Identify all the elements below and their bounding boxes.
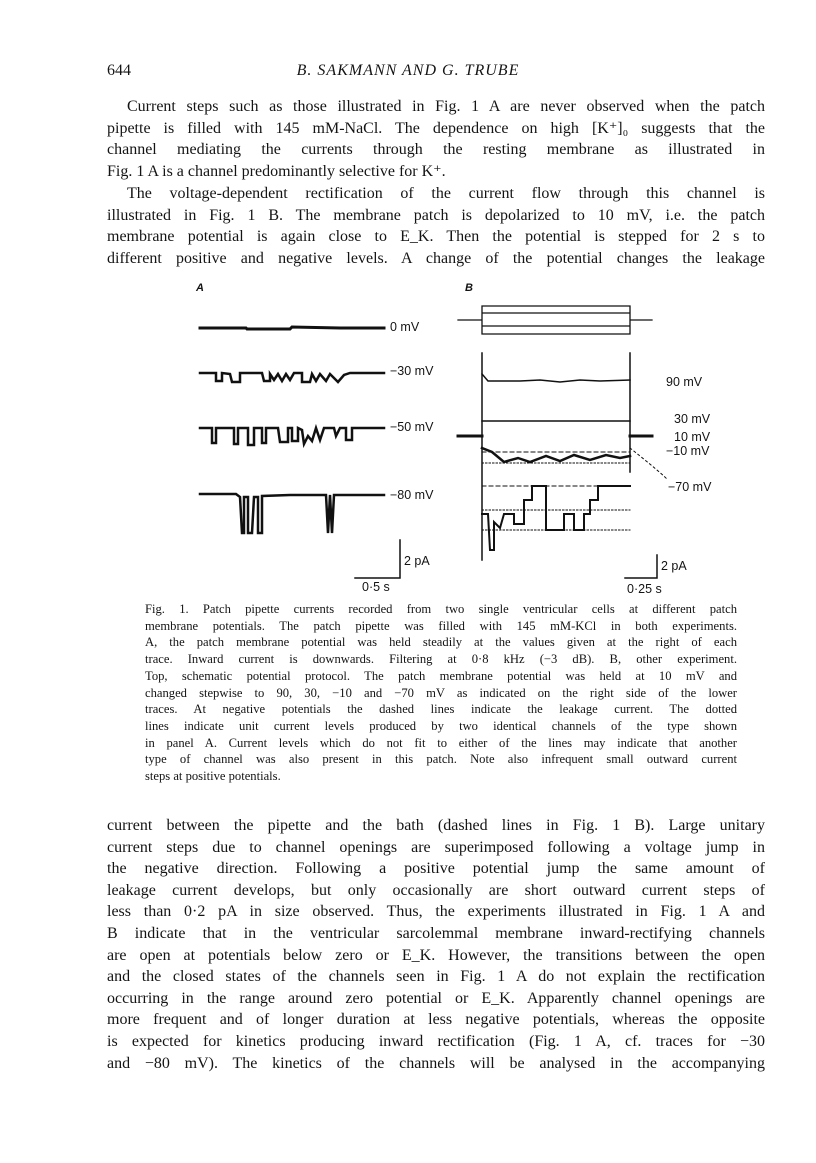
trace-a-0mv bbox=[200, 327, 384, 329]
paragraph-3 bbox=[107, 815, 765, 1074]
leakage-dashed-line bbox=[482, 452, 630, 486]
trace-a-minus80mv bbox=[200, 494, 384, 533]
text-line: Current steps such as those illustrated in Fig. 1 A are never observed when the patch bbox=[127, 98, 765, 115]
text-line: current steps due to channel openings are superimposed following a voltage jump in bbox=[107, 838, 765, 856]
trace-a-minus30mv bbox=[200, 373, 384, 382]
caption-line: membrane potentials. The patch pipette was filled with 145 mM-KCl in both experiments. bbox=[145, 618, 737, 633]
text-line: different positive and negative levels. A change of the potential changes the leakage bbox=[107, 249, 765, 267]
scale-bar-a bbox=[355, 540, 400, 578]
text-line: Fig. 1 A is a channel predominantly selective for K⁺. bbox=[107, 162, 446, 180]
caption-line: A, the patch membrane potential was held steadily at the values given at the right of each bbox=[145, 635, 737, 650]
unit-level-dotted-line bbox=[482, 463, 630, 530]
trace-b-minus70mv bbox=[482, 486, 630, 550]
text-line: and −80 mV). The kinetics of the channels will be analysed in the accompanying bbox=[107, 1054, 765, 1072]
text-line: more frequent and of longer duration at less negative potentials, whereas the opposite bbox=[107, 1011, 765, 1029]
figure-caption bbox=[145, 601, 737, 785]
text-line: B indicate that in the ventricular sarcolemmal membrane inward-rectifying channels bbox=[107, 924, 765, 942]
text-line: membrane potential is again close to E_K. Then the potential is stepped for 2 s to bbox=[107, 228, 765, 246]
scale-bar-b bbox=[625, 555, 657, 578]
trace-label: 10 mV bbox=[674, 430, 711, 444]
scale-time-label: 0·25 s bbox=[627, 582, 662, 596]
panel-a-label: A bbox=[196, 282, 204, 294]
caption-line: lines indicate unit current levels produced by two identical channels of the type shown bbox=[145, 718, 737, 733]
caption-line: trace. Inward current is downwards. Filtering at 0·8 kHz (−3 dB). B, other experiment. bbox=[145, 652, 737, 667]
scale-current-label: 2 pA bbox=[661, 559, 687, 573]
scale-current-label: 2 pA bbox=[404, 554, 430, 568]
trace-label: −50 mV bbox=[390, 420, 434, 434]
text-line: pipette is filled with 145 mM-NaCl. The dependence on high [K⁺]₀ suggests that the bbox=[107, 119, 765, 137]
text-line: the negative direction. Following a positive potential jump the same amount of bbox=[107, 860, 765, 878]
page-number: 644 bbox=[107, 62, 131, 79]
caption-line: changed stepwise to 90, 30, −10 and −70 mV as indicated on the right side of the lower bbox=[145, 685, 737, 700]
caption-line: Fig. 1. Patch pipette currents recorded from two single ventricular cells at different patch bbox=[145, 602, 737, 616]
text-line: The voltage-dependent rectification of the current flow through this channel is bbox=[127, 185, 765, 202]
text-line: current between the pipette and the bath (dashed lines in Fig. 1 B). Large unitary bbox=[107, 817, 765, 834]
trace-label: 30 mV bbox=[674, 412, 711, 426]
caption-line: steps at positive potentials. bbox=[145, 769, 281, 784]
text-line: are open at potentials below zero or E_K. However, the transitions between the open bbox=[107, 946, 765, 964]
panel-b-label: B bbox=[465, 282, 473, 294]
voltage-protocol bbox=[458, 306, 652, 334]
scale-time-label: 0·5 s bbox=[362, 580, 390, 594]
trace-label: 0 mV bbox=[390, 320, 420, 334]
trace-b-minus10mv bbox=[482, 448, 630, 462]
trace-label: −30 mV bbox=[390, 364, 434, 378]
leak-curve bbox=[630, 448, 668, 480]
trace-a-minus50mv bbox=[200, 428, 384, 445]
text-line: is expected for kinetics producing inward rectification (Fig. 1 A, cf. traces for −30 bbox=[107, 1032, 765, 1050]
caption-line: in panel A. Current levels which do not fit to either of the lines may indicate that another bbox=[145, 735, 737, 750]
text-line: and the closed states of the channels seen in Fig. 1 A do not explain the rectification bbox=[107, 968, 765, 986]
trace-b-90mv bbox=[482, 374, 630, 382]
caption-line: type of channel was also present in this patch. Note also infrequent small outward current bbox=[145, 752, 737, 767]
text-line: channel mediating the currents through the resting membrane as illustrated in bbox=[107, 141, 765, 159]
text-line: illustrated in Fig. 1 B. The membrane patch is depolarized to 10 mV, i.e. the patch bbox=[107, 206, 765, 224]
caption-line: traces. At negative potentials the dashed lines indicate the leakage current. The dotted bbox=[145, 702, 737, 717]
trace-label: −10 mV bbox=[666, 444, 710, 458]
text-line: less than 0·2 pA in size observed. Thus, the experiments illustrated in Fig. 1 A and bbox=[107, 903, 765, 921]
running-head: B. SAKMANN AND G. TRUBE bbox=[296, 62, 520, 79]
trace-label: −70 mV bbox=[668, 480, 712, 494]
text-line: leakage current develops, but only occasionally are short outward current steps of bbox=[107, 881, 765, 899]
text-line: occurring in the range around zero potential or E_K. Apparently channel openings are bbox=[107, 989, 765, 1007]
caption-line: Top, schematic potential protocol. The patch membrane potential was held at 10 mV and bbox=[145, 668, 737, 683]
trace-label: −80 mV bbox=[390, 488, 434, 502]
trace-label: 90 mV bbox=[666, 375, 703, 389]
